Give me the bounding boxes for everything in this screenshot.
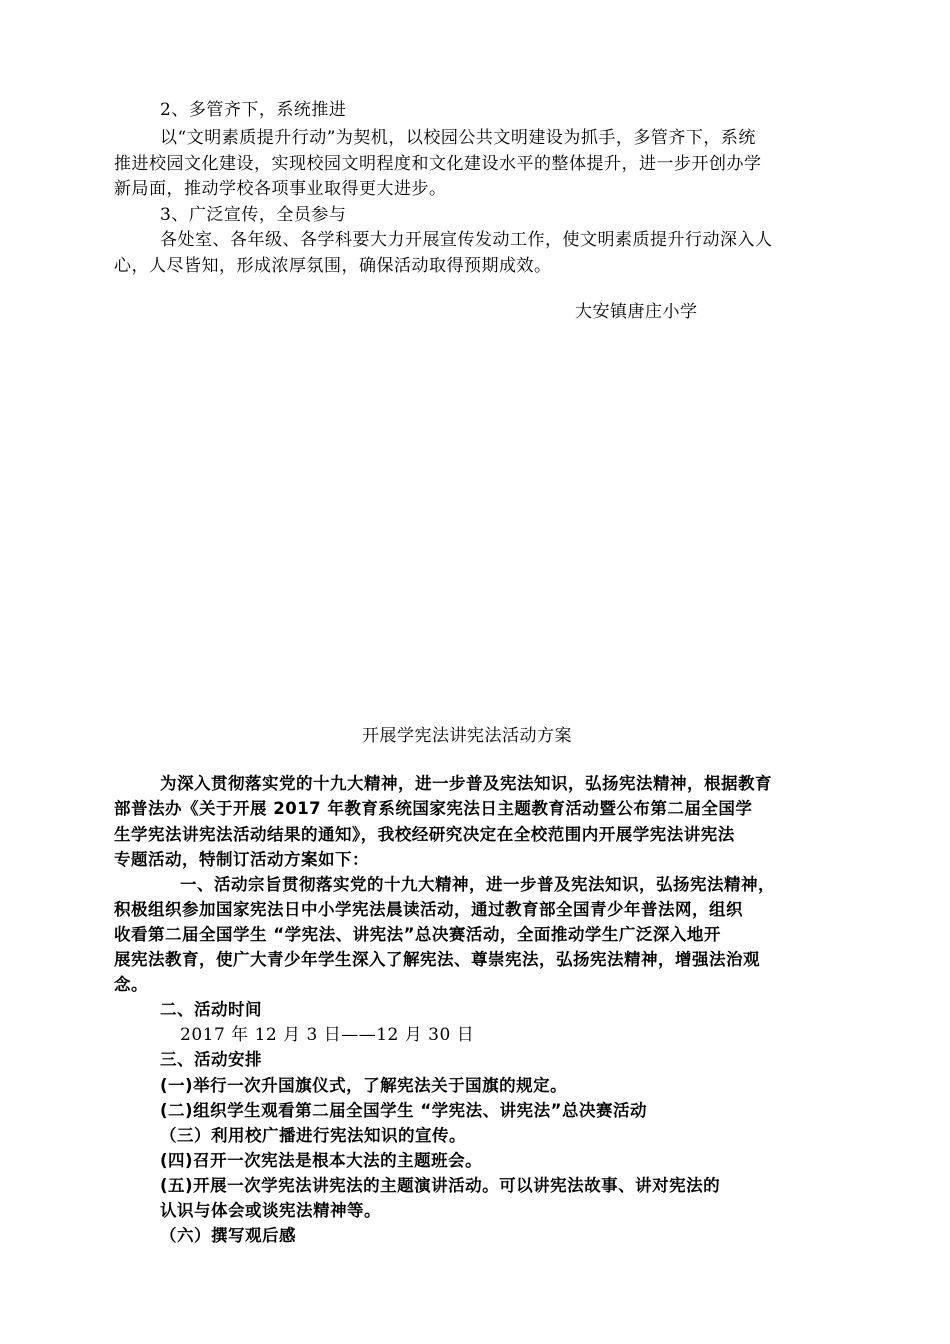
- plan-title: 开展学宪法讲宪法活动方案: [362, 726, 572, 746]
- section1-line: 一、活动宗旨贯彻落实党的十九大精神，进一步普及宪法知识，弘扬宪法精神，: [180, 875, 775, 894]
- section1-line: 念。: [114, 975, 148, 994]
- section1-line: 展宪法教育，使广大青少年学生深入了解宪法、尊崇宪法，弘扬宪法精神，增强法治观: [114, 950, 760, 969]
- paragraph-line: 推进校园文化建设，实现校园文明程度和文化建设水平的整体提升，进一步开创办学: [114, 154, 762, 174]
- paragraph-line: 以“文明素质提升行动”为契机，以校园公共文明建设为抓手，多管齐下，系统: [160, 128, 756, 148]
- arrangement-item: （三）利用校广播进行宪法知识的宣传。: [160, 1126, 466, 1145]
- arrangement-item: 认识与体会或谈宪法精神等。: [160, 1201, 381, 1220]
- activity-date: 2017 年 12 月 3 日——12 月 30 日: [180, 1025, 475, 1045]
- arrangement-item: (五)开展一次学宪法讲宪法的主题演讲活动。可以讲宪法故事、讲对宪法的: [160, 1176, 721, 1195]
- paragraph-line: 新局面，推动学校各项事业取得更大进步。: [114, 179, 447, 199]
- signature-school: 大安镇唐庄小学: [575, 302, 698, 322]
- section1-line: 收看第二届全国学生 “学宪法、讲宪法”总决赛活动，全面推动学生广泛深入地开: [114, 925, 721, 944]
- paragraph-line: 心，人尽皆知，形成浓厚氛围，确保活动取得预期成效。: [114, 256, 552, 276]
- arrangement-item: （六）撰写观后感: [160, 1226, 296, 1245]
- intro-line: 生学宪法讲宪法活动结果的通知》，我校经研究决定在全校范围内开展学宪法讲宪法: [114, 825, 735, 844]
- section1-line: 积极组织参加国家宪法日中小学宪法晨读活动，通过教育部全国青少年普法网，组织: [114, 900, 743, 919]
- intro-line: 为深入贯彻落实党的十九大精神，进一步普及宪法知识，弘扬宪法精神，根据教育: [160, 774, 772, 793]
- arrangement-item: (二)组织学生观看第二届全国学生 “学宪法、讲宪法”总决赛活动: [160, 1101, 648, 1120]
- arrangement-item: (四)召开一次宪法是根本大法的主题班会。: [160, 1151, 483, 1170]
- arrangement-item: (一)举行一次升国旗仪式，了解宪法关于国旗的规定。: [160, 1076, 568, 1095]
- heading-multi-management: 2、多管齐下，系统推进: [160, 100, 347, 120]
- intro-line: 专题活动，特制订活动方案如下：: [114, 850, 369, 869]
- section2-heading: 二、活动时间: [160, 1000, 262, 1019]
- paragraph-line: 各处室、各年级、各学科要大力开展宣传发动工作，使文明素质提升行动深入人: [160, 230, 773, 250]
- heading-publicity: 3、广泛宣传，全员参与: [160, 205, 347, 225]
- intro-line: 部普法办《关于开展 2017 年教育系统国家宪法日主题教育活动暨公布第二届全国学: [114, 799, 753, 818]
- section3-heading: 三、活动安排: [160, 1050, 262, 1069]
